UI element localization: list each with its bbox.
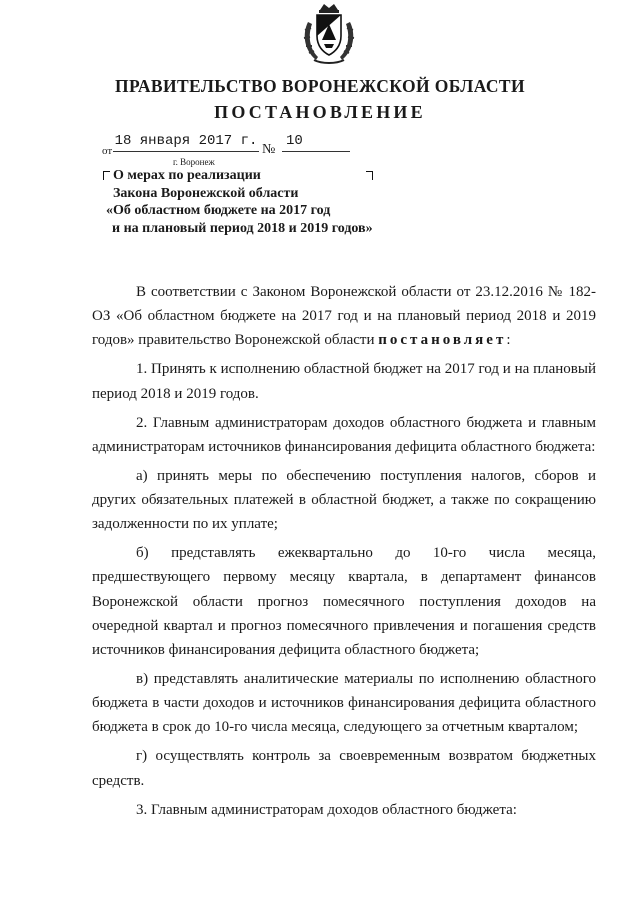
paragraph: г) осуществлять контроль за своевременным возвратом бюджетных средств. xyxy=(92,748,596,789)
document-number: 10 xyxy=(282,133,350,152)
intro-text: В соответствии с Законом Воронежской области от 23.12.2016 № 182-ОЗ «Об областном бюджете на 2017 год и на плановый период 2018 и 2019 годов» правительство Воронежской области xyxy=(92,284,596,349)
document-body xyxy=(92,280,596,827)
subject-line: Закона Воронежской области xyxy=(113,185,299,201)
intro-paragraph xyxy=(92,280,596,353)
paragraph: 1. Принять к исполнению областной бюджет на 2017 год и на плановый период 2018 и 2019 годов. xyxy=(92,361,596,402)
paragraph: 3. Главным администраторам доходов областного бюджета: xyxy=(136,801,517,818)
document-date: 18 января 2017 г. xyxy=(113,133,259,152)
coat-of-arms-icon xyxy=(300,2,358,66)
decree-keyword: постановляет xyxy=(378,332,507,349)
document-type-heading: ПОСТАНОВЛЕНИЕ xyxy=(214,102,426,122)
paragraph: 2. Главным администраторам доходов областного бюджета и главным администраторам источников финансирования дефицита областного бюджета: xyxy=(92,414,596,455)
paragraph: б) представлять ежеквартально до 10-го числа месяца, предшествующего первому месяцу квартала, в департамент финансов Воронежской области прогноз помесячного поступления доходов на очередной квартал и прогноз помесячного привлечения и погашения средств источников финансирования дефицита областного бюджета; xyxy=(92,545,596,659)
date-prefix-label: от xyxy=(102,145,113,157)
subject-line: и на плановый период 2018 и 2019 годов» xyxy=(112,220,373,236)
document-subject xyxy=(103,167,423,237)
paragraph: а) принять меры по обеспечению поступления налогов, сборов и других обязательных платежей в областной бюджет, а также по сокращению задолженности по их уплате; xyxy=(92,467,596,533)
organization-title: ПРАВИТЕЛЬСТВО ВОРОНЕЖСКОЙ ОБЛАСТИ xyxy=(114,76,526,96)
number-sign-label: № xyxy=(262,142,276,157)
paragraph: в) представлять аналитические материалы по исполнению областного бюджета в части доходов и источников финансирования дефицита областного бюджета в срок до 10-го числа месяца, следующего за отчетным кварталом; xyxy=(92,671,596,736)
city-label: г. Воронеж xyxy=(173,157,215,167)
subject-line: О мерах по реализации xyxy=(113,168,261,183)
subject-line: «Об областном бюджете на 2017 год xyxy=(106,203,331,218)
intro-end: : xyxy=(506,332,511,349)
